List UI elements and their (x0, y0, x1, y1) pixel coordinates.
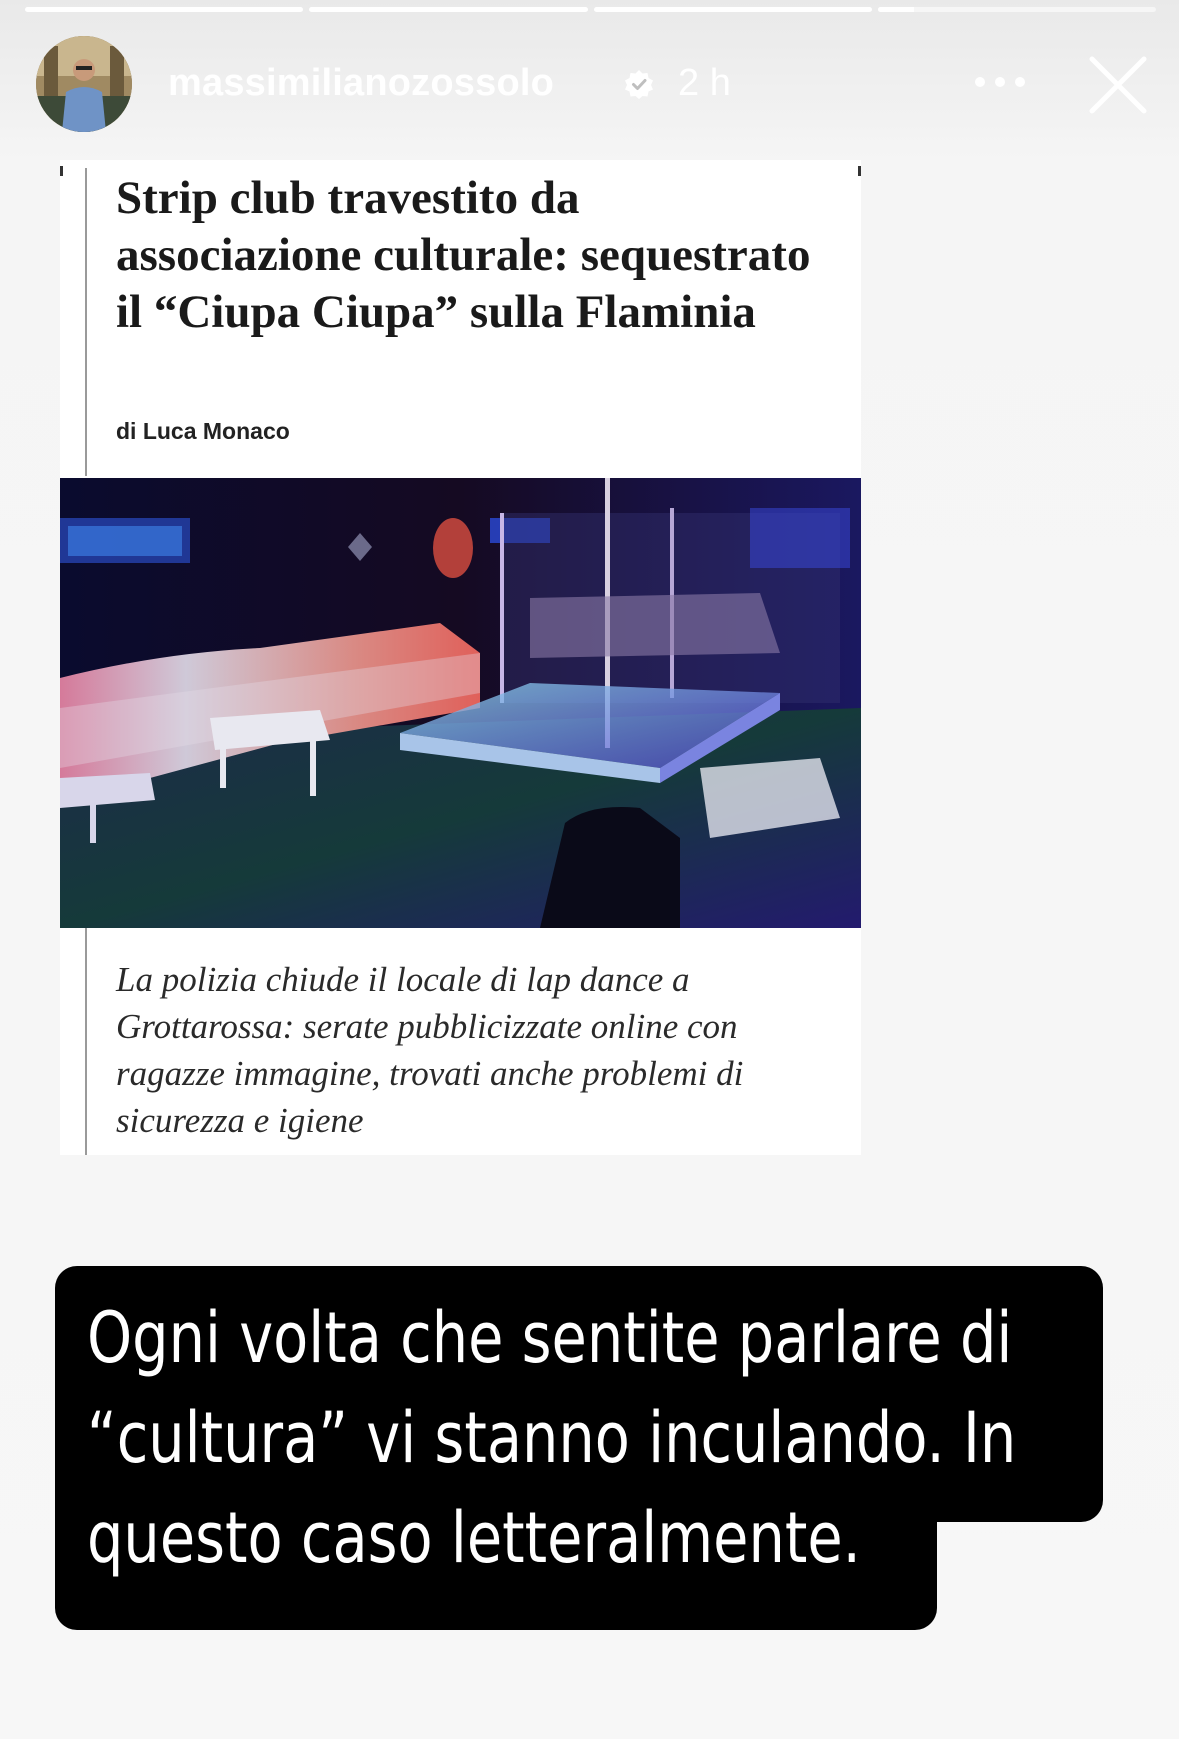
progress-segment (594, 7, 872, 12)
article-photo (60, 478, 861, 928)
article-byline: di Luca Monaco (116, 418, 290, 444)
more-options-button[interactable] (968, 60, 1032, 104)
close-icon (1086, 53, 1150, 117)
avatar[interactable] (36, 36, 132, 132)
article-screenshot (60, 160, 861, 1155)
post-time: 2 h (678, 62, 731, 104)
progress-segment (878, 7, 1156, 12)
story-progress-bar (25, 7, 1156, 12)
caption-text (87, 1288, 1017, 1588)
caption-sticker[interactable] (55, 1266, 1105, 1630)
progress-segment (25, 7, 303, 12)
caption-line: Ogni volta che sentite parlare di (87, 1297, 1013, 1379)
caption-line: “cultura” vi stanno inculando. In (87, 1397, 1017, 1479)
progress-segment (309, 7, 587, 12)
divider (85, 168, 87, 476)
article-summary: La polizia chiude il locale di lap dance a Grottarossa: serate pubblicizzate online con ragazze immagine, trovati anche problemi di sicurezza e igiene (116, 960, 744, 1140)
username[interactable]: massimilianozossolo (168, 62, 555, 104)
divider (85, 928, 87, 1155)
article-headline: Strip club travestito da associazione culturale: sequestrato il “Ciupa Ciupa” sulla Flaminia (116, 172, 811, 338)
caption-line: questo caso letteralmente. (87, 1497, 861, 1579)
more-horizontal-icon (968, 60, 1032, 104)
close-button[interactable] (1086, 53, 1150, 117)
verified-badge-icon (624, 69, 654, 99)
